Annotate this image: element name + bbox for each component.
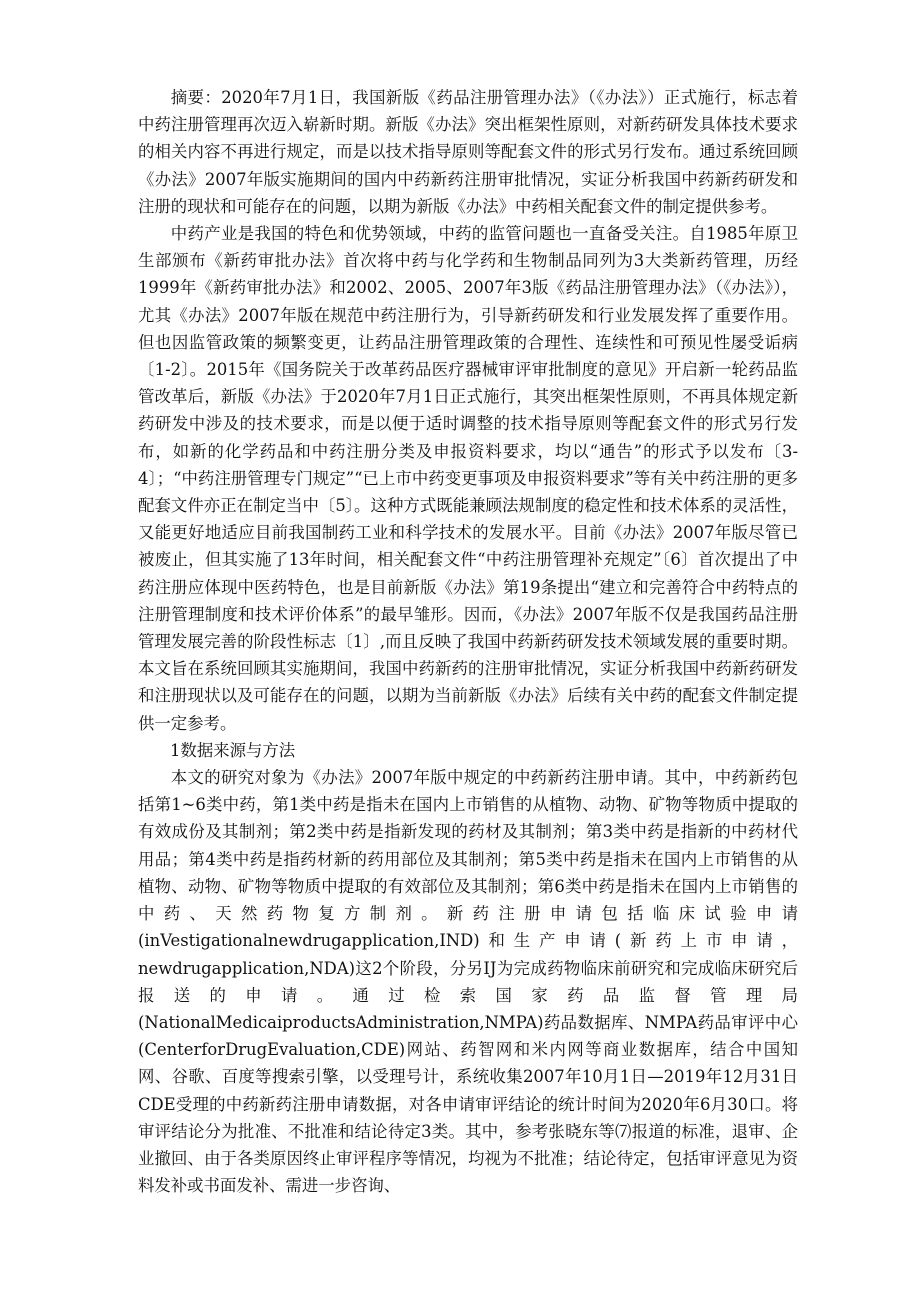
methods-paragraph: 本文的研究对象为《办法》2007年版中规定的中药新药注册申请。其中，中药新药包括第1~6类中药，第1类中药是指未在国内上市销售的从植物、动物、矿物等物质中提取的有效成份及其制剂；第2类中药是指新发现的药材及其制剂；第3类中药是指新的中药材代用品；第4类中药是指药材新的药用部位及其制剂；第5类中药是指未在国内上市销售的从植物、动物、矿物等物质中提取的有效部位及其制剂；第6类中药是指未在国内上市销售的中药、天然药物复方制剂。新药注册申请包括临床试验申请(inVestigationalnewdrugapplication,IND)和生产申请(新药上市申请，newdrugapplication,NDA)这2个阶段，分另IJ为完成药物临床前研究和完成临床研究后报送的申请。通过检索国家药品监督管理局(NationalMedicaiproductsAdministration,NMPA)药品数据库、NMPA药品审评中心(CenterforDrugEvaluation,CDE)网站、药智网和米内网等商业数据库，结合中国知网、谷歌、百度等搜索引擎，以受理号计，系统收集2007年10月1日—2019年12月31日CDE受理的中药新药注册申请数据，对各申请审评结论的统计时间为2020年6月30口。将审评结论分为批准、不批准和结论待定3类。其中，参考张晓东等⑺报道的标准，退审、企业撤回、由于各类原因终止审评程序等情况，均视为不批准；结论待定，包括审评意见为资料发补或书面发补、需进一步咨询、	[138, 768, 798, 1196]
introduction-paragraph: 中药产业是我国的特色和优势领域，中药的监管问题也一直备受关注。自1985年原卫生部颁布《新药审批办法》首次将中药与化学药和生物制品同列为3大类新药管理，历经1999年《新药审批办法》和2002、2005、2007年3版《药品注册管理办法》（《办法》），尤其《办法》2007年版在规范中药注册行为，引导新药研发和行业发展发挥了重要作用。但也因监管政策的频繁变更，让药品注册管理政策的合理性、连续性和可预见性屡受诟病〔1-2〕。2015年《国务院关于改革药品医疗器械审评审批制度的意见》开启新一轮药品监管改革后，新版《办法》于2020年7月1日正式施行，其突出框架性原则，不再具体规定新药研发中涉及的技术要求，而是以便于适时调整的技术指导原则等配套文件的形式另行发布，如新的化学药品和中药注册分类及申报资料要求，均以“通告”的形式予以发布〔3-4〕；“中药注册管理专门规定”“已上市中药变更事项及申报资料要求”等有关中药注册的更多配套文件亦正在制定当中〔5〕。这种方式既能兼顾法规制度的稳定性和技术体系的灵活性，又能更好地适应目前我国制药工业和科学技术的发展水平。目前《办法》2007年版尽管已被废止，但其实施了13年时间，相关配套文件“中药注册管理补充规定”〔6〕首次提出了中药注册应体现中医药特色，也是目前新版《办法》第19条提出“建立和完善符合中药特点的注册管理制度和技术评价体系”的最早雏形。因而，《办法》2007年版不仅是我国药品注册管理发展完善的阶段性标志〔1〕,而且反映了我国中药新药研发技术领域发展的重要时期。本文旨在系统回顾其实施期间，我国中药新药的注册审批情况，实证分析我国中药新药研发和注册现状以及可能存在的问题，以期为当前新版《办法》后续有关中药的配套文件制定提供一定参考。	[138, 224, 798, 733]
section-heading: 1数据来源与方法	[170, 740, 296, 760]
abstract-paragraph: 摘要：2020年7月1日，我国新版《药品注册管理办法》（《办法》）正式施行，标志着中药注册管理再次迈入崭新时期。新版《办法》突出框架性原则，对新药研发具体技术要求的相关内容不再进行规定，而是以技术指导原则等配套文件的形式另行发布。通过系统回顾《办法》2007年版实施期间的国内中药新药注册审批情况，实证分析我国中药新药研发和注册的现状和可能存在的问题，以期为新版《办法》中药相关配套文件的制定提供参考。	[138, 88, 798, 216]
document-page	[138, 84, 798, 1199]
